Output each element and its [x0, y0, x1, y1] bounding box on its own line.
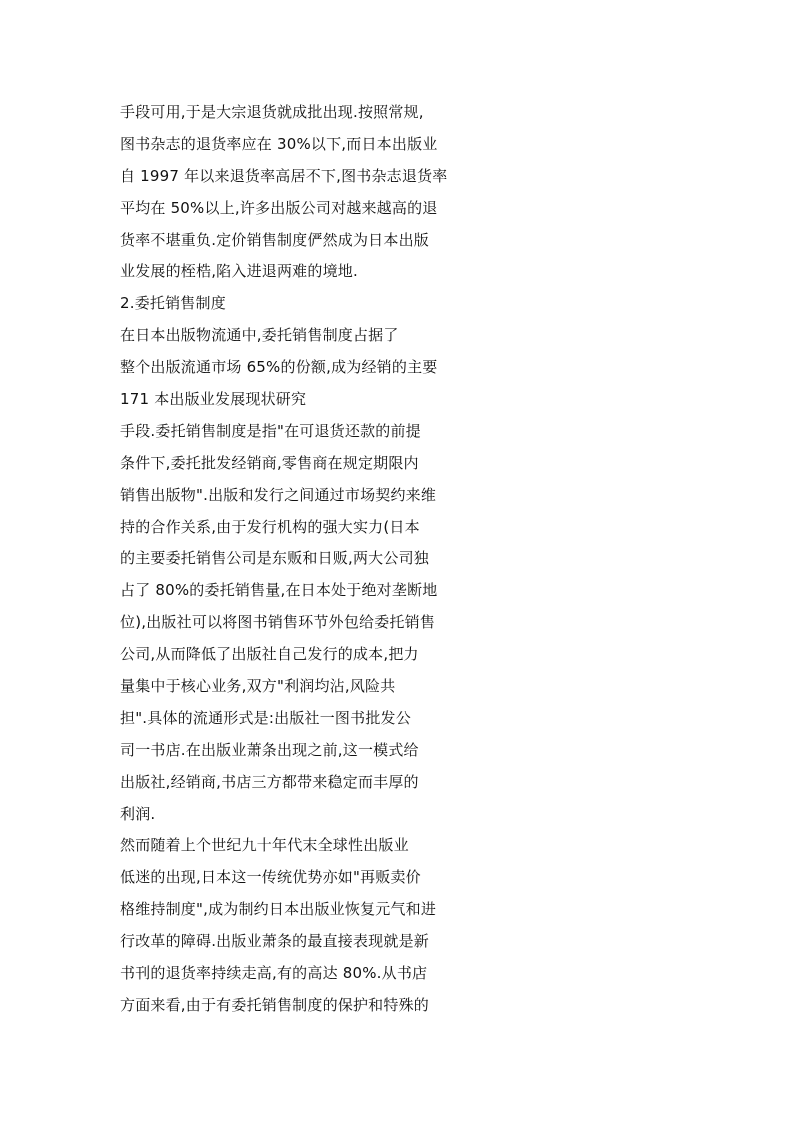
text-line: 在日本出版物流通中,委托销售制度占据了: [120, 326, 399, 345]
text-line: 量集中于核心业务,双方"利润均沾,风险共: [120, 677, 396, 696]
text-line: 位),出版社可以将图书销售环节外包给委托销售: [120, 613, 436, 632]
body-text: [120, 97, 465, 1022]
text-line: 然而随着上个世纪九十年代末全球性出版业: [120, 836, 409, 855]
text-line: 格维持制度",成为制约日本出版业恢复元气和进: [120, 900, 437, 919]
text-line: 行改革的障碍.出版业萧条的最直接表现就是新: [120, 932, 429, 951]
text-line: 公司,从而降低了出版社自己发行的成本,把力: [120, 645, 419, 664]
text-line: 图书杂志的退货率应在 30%以下,而日本出版业: [120, 134, 438, 153]
text-line: 整个出版流通市场 65%的份额,成为经销的主要: [120, 358, 438, 377]
text-line: 销售出版物".出版和发行之间通过市场契约来维: [120, 485, 437, 504]
text-line: 出版社,经销商,书店三方都带来稳定而丰厚的: [120, 772, 419, 791]
text-line: 条件下,委托批发经销商,零售商在规定期限内: [120, 453, 419, 472]
text-line: 方面来看,由于有委托销售制度的保护和特殊的: [120, 995, 429, 1014]
text-line: 手段.委托销售制度是指"在可退货还款的前提: [120, 421, 421, 440]
text-line: 担".具体的流通形式是:出版社一图书批发公: [120, 708, 411, 727]
text-line: 手段可用,于是大宗退货就成批出现.按照常规,: [120, 103, 424, 121]
text-line: 持的合作关系,由于发行机构的强大实力(日本: [120, 517, 420, 536]
text-line: 书刊的退货率持续走高,有的高达 80%.从书店: [120, 964, 428, 983]
text-line: 的主要委托销售公司是东贩和日贩,两大公司独: [120, 549, 429, 568]
text-line: 业发展的桎梏,陷入进退两难的境地.: [120, 262, 358, 281]
text-line: 利润.: [120, 804, 156, 823]
section-heading: 2.委托销售制度: [120, 294, 226, 313]
page-number-line: 171 本出版业发展现状研究: [120, 390, 307, 409]
text-line: 自 1997 年以来退货率高居不下,图书杂志退货率: [120, 166, 448, 185]
text-line: 占了 80%的委托销售量,在日本处于绝对垄断地: [120, 581, 438, 600]
text-line: 货率不堪重负.定价销售制度俨然成为日本出版: [120, 230, 429, 249]
text-line: 平均在 50%以上,许多出版公司对越来越高的退: [120, 198, 438, 217]
text-line: 司一书店.在出版业萧条出现之前,这一模式给: [120, 740, 419, 759]
text-line: 低迷的出现,日本这一传统优势亦如"再贩卖价: [120, 868, 421, 887]
